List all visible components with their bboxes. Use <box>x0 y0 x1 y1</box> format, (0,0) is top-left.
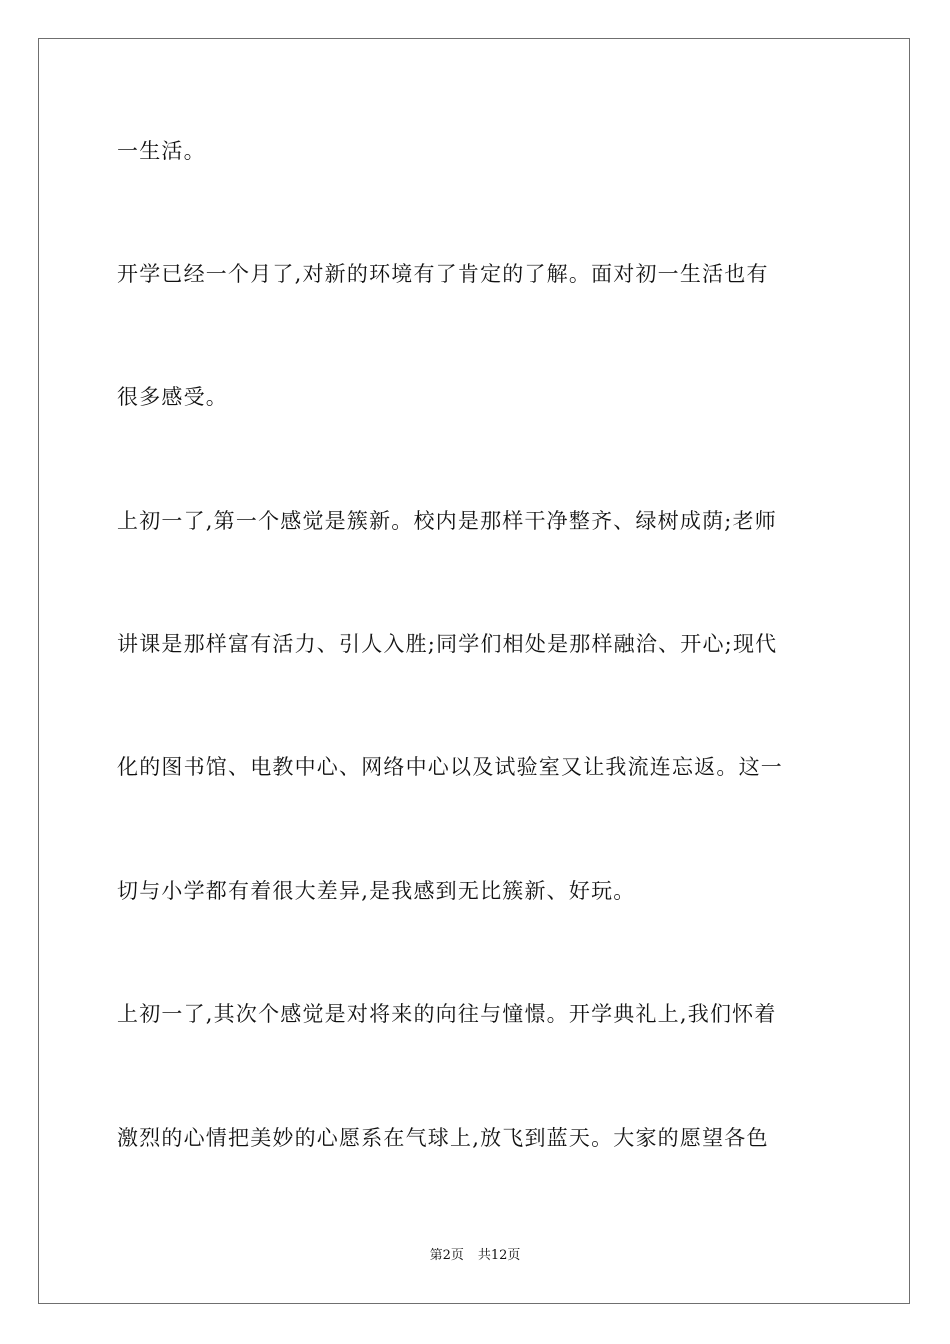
page-total: 共12页 <box>477 1248 521 1263</box>
page-footer <box>0 1247 950 1265</box>
body-text-line: 激烈的心情把美妙的心愿系在气球上,放飞到蓝天。大家的愿望各色 <box>117 1126 769 1150</box>
page-number: 第2页 <box>429 1248 464 1263</box>
body-text-line: 一生活。 <box>117 139 206 163</box>
body-text-line: 切与小学都有着很大差异,是我感到无比簇新、好玩。 <box>117 879 636 903</box>
body-text-line: 化的图书馆、电教中心、网络中心以及试验室又让我流连忘返。这一 <box>117 755 783 779</box>
body-text-line: 上初一了,其次个感觉是对将来的向往与憧憬。开学典礼上,我们怀着 <box>117 1002 777 1026</box>
page-border <box>38 38 910 1304</box>
body-text-line: 开学已经一个月了,对新的环境有了肯定的了解。面对初一生活也有 <box>117 262 769 286</box>
body-text-line: 讲课是那样富有活力、引人入胜;同学们相处是那样融洽、开心;现代 <box>117 632 778 656</box>
body-text-line: 上初一了,第一个感觉是簇新。校内是那样干净整齐、绿树成荫;老师 <box>117 509 777 533</box>
body-text-line: 很多感受。 <box>117 385 228 409</box>
